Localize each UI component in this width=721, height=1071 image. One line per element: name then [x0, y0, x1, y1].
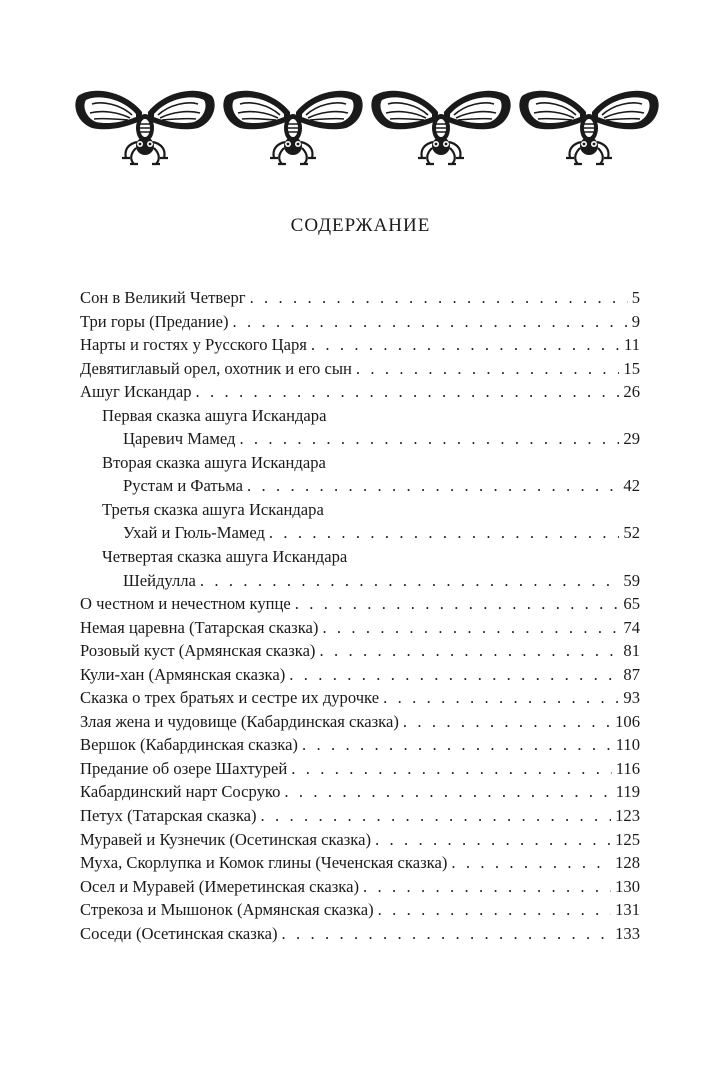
toc-entry-title: О честном и нечестном купце: [80, 594, 291, 614]
toc-dot-leader: [356, 357, 620, 381]
toc-entry-title: Три горы (Предание): [80, 311, 229, 331]
toc-entry-title: Царевич Мамед: [123, 429, 236, 449]
toc-entry: [80, 333, 640, 357]
toc-dot-leader: [295, 592, 620, 616]
toc-entry: [80, 733, 640, 757]
toc-entry-page: 52: [623, 523, 640, 543]
toc-entry: [80, 828, 640, 852]
toc-entry-title: Вершок (Кабардинская сказка): [80, 735, 298, 755]
toc-entry-title: Злая жена и чудовище (Кабардинская сказка): [80, 711, 399, 731]
toc-entry-title: Петух (Татарская сказка): [80, 806, 257, 826]
toc-dot-leader: [282, 922, 612, 946]
toc-entry: [80, 498, 640, 522]
toc-entry-title: Муха, Скорлупка и Комок глины (Чеченская сказка): [80, 853, 448, 873]
toc-dot-leader: [363, 875, 611, 899]
toc-entry-title: Муравей и Кузнечик (Осетинская сказка): [80, 829, 371, 849]
toc-entry: [80, 451, 640, 475]
toc-entry-title: Кабардинский нарт Сосруко: [80, 782, 281, 802]
toc-entry-page: 128: [615, 853, 640, 873]
toc-entry: [80, 639, 640, 663]
toc-entry: [80, 521, 640, 545]
toc-dot-leader: [291, 757, 611, 781]
toc-entry-page: 125: [615, 829, 640, 849]
toc-entry: [80, 804, 640, 828]
toc-dot-leader: [233, 310, 628, 334]
toc-entry-title: Кули-хан (Армянская сказка): [80, 664, 286, 684]
toc-entry-page: 123: [615, 806, 640, 826]
toc-entry: [80, 592, 640, 616]
toc-entry-page: 11: [624, 335, 640, 355]
toc-dot-leader: [378, 898, 611, 922]
toc-entry-title: Соседи (Осетинская сказка): [80, 923, 278, 943]
toc-dot-leader: [319, 639, 619, 663]
toc-entry-title: Третья сказка ашуга Искандара: [102, 499, 324, 519]
toc-entry-title: Ашуг Искандар: [80, 382, 192, 402]
toc-entry: [80, 357, 640, 381]
toc-dot-leader: [250, 286, 628, 310]
toc-dot-leader: [289, 663, 619, 687]
toc-entry-page: 133: [615, 923, 640, 943]
toc-entry-page: 131: [615, 900, 640, 920]
toc-entry-title: Сказка о трех братьях и сестре их дурочке: [80, 688, 380, 708]
toc-entry-title: Вторая сказка ашуга Искандара: [102, 452, 326, 472]
toc-entry: [80, 286, 640, 310]
toc-entry-title: Розовый куст (Армянская сказка): [80, 641, 316, 661]
toc-dot-leader: [322, 616, 619, 640]
toc-entry-page: 29: [623, 429, 640, 449]
toc-dot-leader: [261, 804, 612, 828]
toc-entry: [80, 898, 640, 922]
toc-entry-title: Рустам и Фатьма: [123, 476, 244, 496]
toc-entry-title: Четвертая сказка ашуга Искандара: [102, 547, 348, 567]
toc-dot-leader: [196, 380, 620, 404]
toc-entry: [80, 545, 640, 569]
toc-entry: [80, 427, 640, 451]
toc-entry: [80, 310, 640, 334]
toc-entry: [80, 710, 640, 734]
toc-entry-page: 87: [623, 664, 640, 684]
toc-entry-title: Немая царевна (Татарская сказка): [80, 617, 319, 637]
toc-entry: [80, 404, 640, 428]
toc-dot-leader: [451, 851, 611, 875]
toc-dot-leader: [200, 569, 619, 593]
toc-entry-page: 15: [623, 358, 640, 378]
toc-entry-title: Ухай и Гюль-Мамед: [123, 523, 265, 543]
toc-dot-leader: [247, 474, 619, 498]
toc-entry-title: Предание об озере Шахтурей: [80, 758, 288, 778]
toc-dot-leader: [383, 686, 619, 710]
toc-entry: [80, 757, 640, 781]
toc-entry-page: 5: [631, 288, 640, 307]
toc-entry: [80, 851, 640, 875]
toc-entry-title: Первая сказка ашуга Искандара: [102, 405, 327, 425]
toc-entry-title: Сон в Великий Четверг: [80, 288, 246, 307]
toc-entry-page: 42: [623, 476, 640, 496]
toc-entry: [80, 780, 640, 804]
toc-dot-leader: [284, 780, 611, 804]
toc-entry-page: 74: [623, 617, 640, 637]
page-title: СОДЕРЖАНИЕ: [290, 215, 431, 236]
toc-entry: [80, 569, 640, 593]
winged-insect-frieze-icon: [0, 82, 721, 172]
toc-entry-page: 81: [623, 641, 640, 661]
toc-entry-page: 26: [623, 382, 640, 402]
toc-entry: [80, 616, 640, 640]
toc-entry: [80, 380, 640, 404]
toc-entry-page: 59: [623, 570, 640, 590]
toc-dot-leader: [311, 333, 620, 357]
toc-entry-page: 130: [615, 876, 640, 896]
toc-dot-leader: [375, 828, 611, 852]
toc-entry-page: 119: [615, 782, 640, 802]
toc-entry-title: Девятиглавый орел, охотник и его сын: [80, 358, 352, 378]
toc-entry-title: Осел и Муравей (Имеретинская сказка): [80, 876, 359, 896]
toc-dot-leader: [302, 733, 612, 757]
toc-entry-page: 93: [623, 688, 640, 708]
toc-entry-title: Стрекоза и Мышонок (Армянская сказка): [80, 900, 374, 920]
toc-entry: [80, 875, 640, 899]
toc-entry-title: Шейдулла: [123, 570, 196, 590]
toc-entry: [80, 922, 640, 946]
toc-entry-page: 65: [623, 594, 640, 614]
toc-entry-page: 9: [631, 311, 640, 331]
toc-entry-page: 110: [615, 735, 640, 755]
toc-entry: [80, 474, 640, 498]
toc-entry: [80, 663, 640, 687]
toc-entry-page: 116: [615, 758, 640, 778]
toc-dot-leader: [403, 710, 611, 734]
table-of-contents: [80, 286, 640, 945]
toc-entry-page: 106: [615, 711, 640, 731]
toc-dot-leader: [239, 427, 619, 451]
toc-entry-title: Нарты и гостях у Русского Царя: [80, 335, 307, 355]
toc-entry: [80, 686, 640, 710]
toc-dot-leader: [269, 521, 619, 545]
